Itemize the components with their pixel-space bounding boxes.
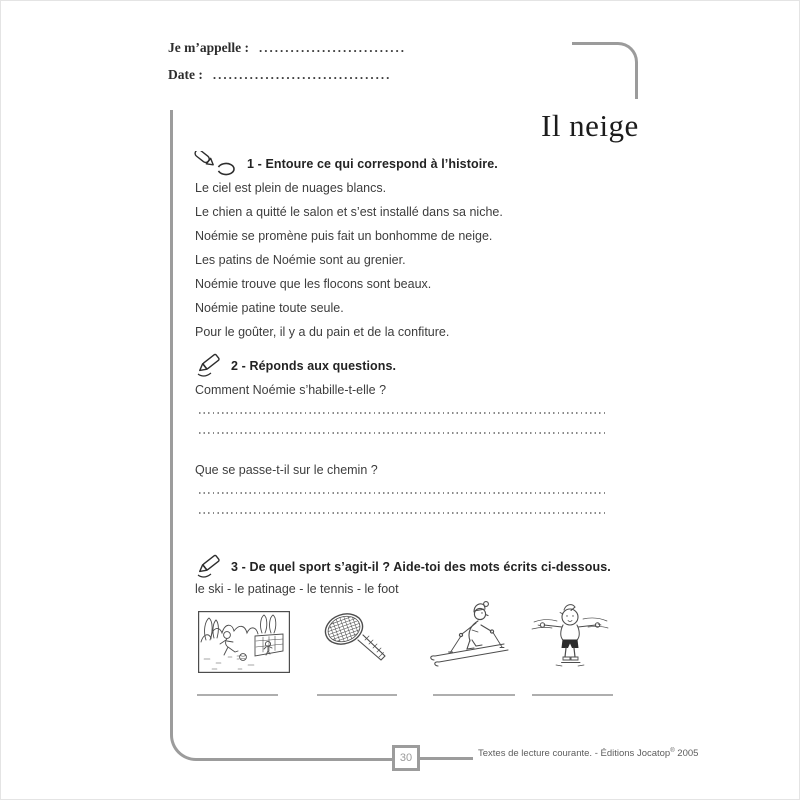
tennis-racket-image bbox=[316, 606, 394, 672]
exercise2-heading: 2 - Réponds aux questions. bbox=[231, 359, 397, 373]
word-bank: le ski - le patinage - le tennis - le foot bbox=[195, 582, 399, 596]
registered-mark: ® bbox=[670, 748, 675, 754]
footer-credit bbox=[478, 748, 698, 759]
exercise2-header bbox=[194, 352, 396, 380]
answer-line[interactable] bbox=[199, 512, 607, 514]
pencil-circle-icon bbox=[194, 151, 240, 177]
page-number: 30 bbox=[399, 752, 413, 764]
exercise3-heading: 3 - De quel sport s’agit-il ? Aide-toi des mots écrits ci-dessous. bbox=[231, 560, 611, 574]
date-label: Date : bbox=[168, 67, 203, 82]
football-scene-image bbox=[198, 611, 290, 673]
pencil-icon bbox=[194, 554, 224, 580]
image-answer-line[interactable] bbox=[317, 694, 397, 696]
question-2: Que se passe-t-il sur le chemin ? bbox=[195, 463, 378, 477]
page-title: Il neige bbox=[541, 108, 639, 143]
footer-credit-text: Textes de lecture courante. - Éditions Jocatop bbox=[478, 748, 671, 760]
image-answer-line[interactable] bbox=[197, 694, 278, 696]
answer-line[interactable] bbox=[199, 412, 607, 414]
date-field-row bbox=[168, 67, 391, 83]
footer-year: 2005 bbox=[674, 748, 699, 760]
name-label: Je m’appelle : bbox=[168, 40, 249, 55]
page-number-box bbox=[392, 745, 420, 771]
story-sentence-option[interactable]: Le ciel est plein de nuages blancs. bbox=[195, 181, 387, 195]
story-sentence-option[interactable]: Le chien a quitté le salon et s’est installé dans sa niche. bbox=[195, 205, 503, 219]
pencil-icon bbox=[194, 353, 224, 379]
question-1: Comment Noémie s’habille-t-elle ? bbox=[195, 383, 387, 397]
exercise3-header bbox=[194, 553, 611, 581]
story-sentence-option[interactable]: Noémie patine toute seule. bbox=[195, 301, 344, 315]
skier-image bbox=[426, 598, 510, 672]
ice-skater-image bbox=[530, 602, 610, 672]
footer-line-segment bbox=[420, 757, 473, 760]
name-field-row bbox=[168, 40, 406, 56]
story-sentence-option[interactable]: Noémie trouve que les flocons sont beaux. bbox=[195, 277, 432, 291]
image-answer-line[interactable] bbox=[532, 694, 613, 696]
answer-line[interactable] bbox=[199, 432, 607, 434]
exercise1-heading: 1 - Entoure ce qui correspond à l’histoire. bbox=[247, 157, 498, 171]
story-sentence-option[interactable]: Les patins de Noémie sont au grenier. bbox=[195, 253, 406, 267]
answer-line[interactable] bbox=[199, 492, 607, 494]
exercise1-sentences bbox=[195, 176, 615, 344]
exercise1-header bbox=[194, 150, 498, 178]
corner-bracket-decoration bbox=[572, 42, 638, 99]
image-answer-line[interactable] bbox=[433, 694, 515, 696]
story-sentence-option[interactable]: Noémie se promène puis fait un bonhomme de neige. bbox=[195, 229, 493, 243]
date-answer-line[interactable]: .................................. bbox=[212, 67, 392, 82]
story-sentence-option[interactable]: Pour le goûter, il y a du pain et de la confiture. bbox=[195, 325, 450, 339]
name-answer-line[interactable]: ............................ bbox=[258, 40, 406, 55]
